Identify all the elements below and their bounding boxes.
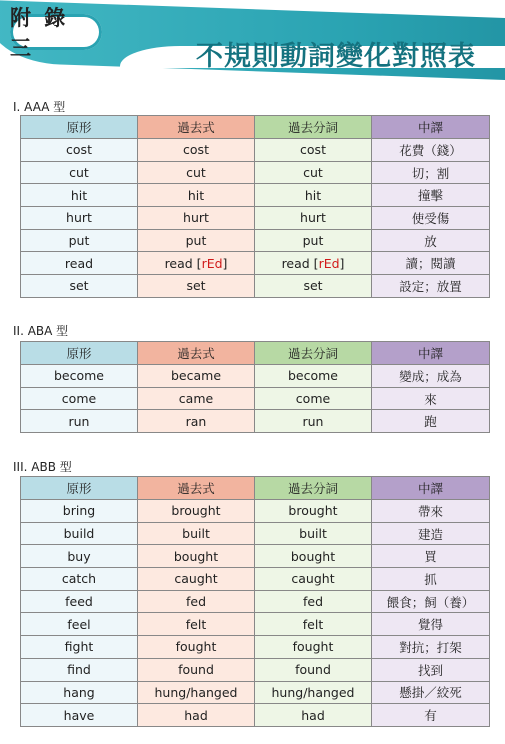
cell-translation: 變成；成為 (372, 365, 490, 388)
table-row (21, 636, 490, 659)
cell-participle: come (255, 387, 372, 410)
table-row (21, 207, 490, 230)
table-aba (20, 341, 490, 433)
cell-past: cost (138, 139, 255, 162)
cell-past: cut (138, 161, 255, 184)
cell-participle: felt (255, 613, 372, 636)
cell-participle: cost (255, 139, 372, 162)
cell-base: cost (21, 139, 138, 162)
section-label-aba: II. ABA 型 (13, 324, 69, 338)
cell-translation: 對抗；打架 (372, 636, 490, 659)
cell-translation: 覺得 (372, 613, 490, 636)
cell-participle: had (255, 704, 372, 727)
table-aaa (20, 115, 490, 298)
cell-participle: bought (255, 545, 372, 568)
cell-base: find (21, 658, 138, 681)
cell-base: hurt (21, 207, 138, 230)
cell-past: fought (138, 636, 255, 659)
cell-past: put (138, 229, 255, 252)
cell-translation: 找到 (372, 658, 490, 681)
cell-participle: fought (255, 636, 372, 659)
section-label-aaa: I. AAA 型 (13, 100, 66, 114)
cell-past: had (138, 704, 255, 727)
cell-translation: 有 (372, 704, 490, 727)
cell-translation: 花費（錢） (372, 139, 490, 162)
cell-past: hurt (138, 207, 255, 230)
cell-translation: 帶來 (372, 500, 490, 523)
cell-past: built (138, 522, 255, 545)
cell-base: buy (21, 545, 138, 568)
table-row (21, 590, 490, 613)
table-row (21, 184, 490, 207)
cell-past: fed (138, 590, 255, 613)
cell-past: hung/hanged (138, 681, 255, 704)
col-header-participle: 過去分詞 (255, 342, 372, 365)
cell-participle: brought (255, 500, 372, 523)
cell-past: bought (138, 545, 255, 568)
table-row (21, 658, 490, 681)
col-header-base: 原形 (21, 116, 138, 139)
cell-past: found (138, 658, 255, 681)
cell-past: felt (138, 613, 255, 636)
word-text: read [ (281, 255, 319, 271)
table-row (21, 387, 490, 410)
cell-past: brought (138, 500, 255, 523)
table-row (21, 139, 490, 162)
col-header-base: 原形 (21, 477, 138, 500)
cell-participle: built (255, 522, 372, 545)
cell-base: put (21, 229, 138, 252)
table-row (21, 500, 490, 523)
table-row (21, 229, 490, 252)
page-header (0, 0, 505, 90)
cell-translation: 撞擊 (372, 184, 490, 207)
table-header-row (21, 477, 490, 500)
cell-past: ran (138, 410, 255, 433)
cell-participle: set (255, 275, 372, 298)
cell-translation: 放 (372, 229, 490, 252)
cell-base: feel (21, 613, 138, 636)
cell-participle: caught (255, 568, 372, 591)
col-header-translation: 中譯 (372, 477, 490, 500)
cell-base: feed (21, 590, 138, 613)
cell-translation: 抓 (372, 568, 490, 591)
cell-base: fight (21, 636, 138, 659)
cell-participle: run (255, 410, 372, 433)
cell-translation: 買 (372, 545, 490, 568)
cell-participle: hung/hanged (255, 681, 372, 704)
cell-base: hang (21, 681, 138, 704)
table-header-row (21, 116, 490, 139)
cell-translation: 設定；放置 (372, 275, 490, 298)
bracket-close: ] (339, 255, 345, 271)
cell-translation: 使受傷 (372, 207, 490, 230)
phonetic-text: rEd (201, 255, 223, 271)
word-text: read [ (164, 255, 202, 271)
cell-participle: cut (255, 161, 372, 184)
cell-participle: hit (255, 184, 372, 207)
cell-translation: 餵食；飼（養） (372, 590, 490, 613)
cell-participle (255, 252, 372, 275)
cell-base: build (21, 522, 138, 545)
table-row (21, 681, 490, 704)
cell-participle: become (255, 365, 372, 388)
table-row (21, 252, 490, 275)
section-label-abb: III. ABB 型 (13, 460, 72, 474)
cell-base: come (21, 387, 138, 410)
table-row (21, 522, 490, 545)
table-abb (20, 476, 490, 727)
table-row (21, 161, 490, 184)
col-header-participle: 過去分詞 (255, 116, 372, 139)
cell-participle: fed (255, 590, 372, 613)
table-row (21, 704, 490, 727)
cell-base: set (21, 275, 138, 298)
cell-past: caught (138, 568, 255, 591)
cell-past (138, 252, 255, 275)
cell-translation: 懸掛／絞死 (372, 681, 490, 704)
col-header-past: 過去式 (138, 116, 255, 139)
table-row (21, 410, 490, 433)
table-row (21, 613, 490, 636)
cell-translation: 讀；閱讀 (372, 252, 490, 275)
cell-participle: found (255, 658, 372, 681)
cell-base: have (21, 704, 138, 727)
cell-base: hit (21, 184, 138, 207)
cell-base: cut (21, 161, 138, 184)
col-header-participle: 過去分詞 (255, 477, 372, 500)
col-header-base: 原形 (21, 342, 138, 365)
col-header-translation: 中譯 (372, 116, 490, 139)
cell-translation: 來 (372, 387, 490, 410)
col-header-translation: 中譯 (372, 342, 490, 365)
appendix-badge: 附 錄 三 (10, 14, 102, 50)
col-header-past: 過去式 (138, 477, 255, 500)
cell-past: became (138, 365, 255, 388)
cell-base: run (21, 410, 138, 433)
cell-past: hit (138, 184, 255, 207)
table-header-row (21, 342, 490, 365)
cell-translation: 切；割 (372, 161, 490, 184)
table-row (21, 545, 490, 568)
page-title: 不規則動詞變化對照表 (196, 41, 476, 72)
table-row (21, 275, 490, 298)
cell-translation: 跑 (372, 410, 490, 433)
table-row (21, 568, 490, 591)
cell-base: read (21, 252, 138, 275)
table-row (21, 365, 490, 388)
cell-participle: hurt (255, 207, 372, 230)
col-header-past: 過去式 (138, 342, 255, 365)
cell-participle: put (255, 229, 372, 252)
cell-base: bring (21, 500, 138, 523)
cell-translation: 建造 (372, 522, 490, 545)
bracket-close: ] (222, 255, 228, 271)
cell-past: set (138, 275, 255, 298)
cell-past: came (138, 387, 255, 410)
phonetic-text: rEd (318, 255, 340, 271)
cell-base: become (21, 365, 138, 388)
cell-base: catch (21, 568, 138, 591)
